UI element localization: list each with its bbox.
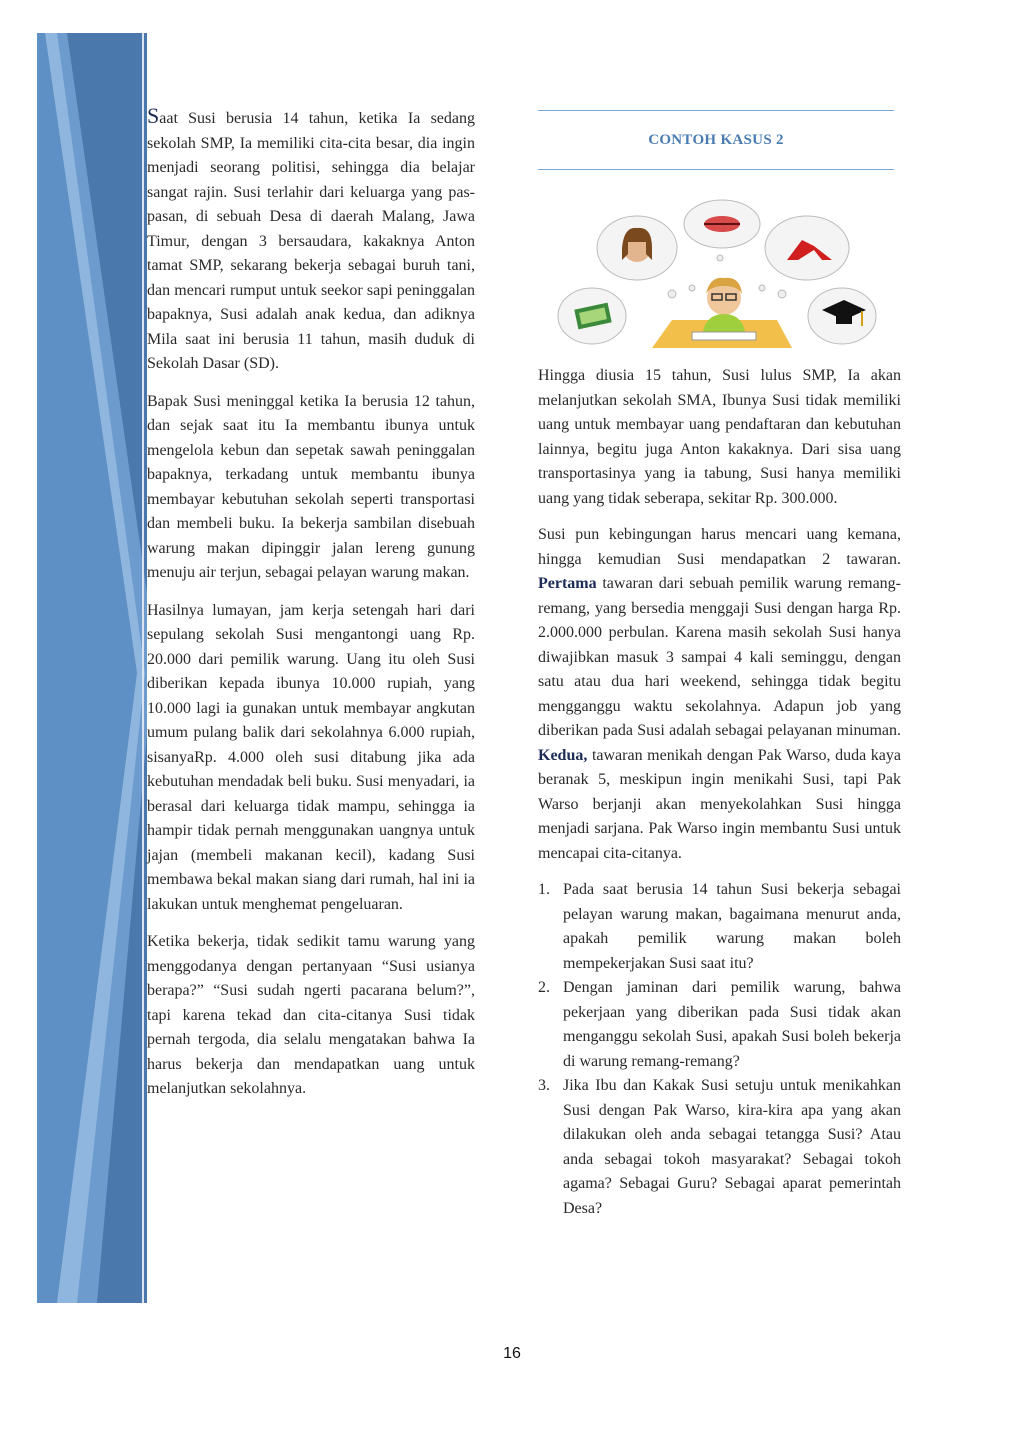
right-column [538, 110, 901, 1217]
case-text [538, 364, 901, 1221]
case-paragraph-2-part-a: Susi pun kebingungan harus mencari uang kemana, hingga kemudian Susi mendapatkan 2 tawaran. [538, 526, 901, 568]
question-item [538, 878, 901, 976]
question-text: Pada saat berusia 14 tahun Susi bekerja sebagai pelayan warung makan, bagaimana menurut anda, apakah pemilik warung makan boleh mempekerjakan Susi saat itu? [563, 881, 901, 972]
emphasis-pertama: Pertama [538, 575, 597, 592]
decorative-side-band [37, 33, 147, 1303]
story-paragraph-1 [147, 104, 475, 377]
question-number: 1. [538, 881, 550, 898]
question-list [538, 878, 901, 1221]
story-paragraph-4: Ketika bekerja, tidak sedikit tamu warung yang menggodanya dengan pertanyaan “Susi usianya berapa?” “Susi sudah ngerti pacarana belum?”, tapi karena tekad dan cita-citanya Susi tidak pernah tergoda, dia selalu mengatakan bahwa Ia harus bekerja dan mendapatkan uang untuk melanjutkan sekolahnya. [147, 933, 475, 1097]
emphasis-kedua: Kedua, [538, 746, 588, 764]
case-paragraph-1: Hingga diusia 15 tahun, Susi lulus SMP, Ia akan melanjutkan sekolah SMA, Ibunya Susi tidak memiliki uang untuk membayar uang pendaftaran dan kebutuhan lainnya, begitu juga Anton kakaknya. Dari sisa uang transportasinya yang ia tabung, Susi hanya memiliki uang yang tidak seberapa, sekitar Rp. 300.000. [538, 367, 901, 507]
question-number: 3. [538, 1077, 550, 1094]
story-paragraph-1-text: aat Susi berusia 14 tahun, ketika Ia sedang sekolah SMP, Ia memiliki cita-cita besar, dia ingin menjadi seorang politisi, sehingga dia belajar sangat rajin. Susi terlahir dari keluarga yang pas-pasan, di sebuah Desa di daerah Malang, Jawa Timur, dengan 3 bersaudara, kakaknya Anton tamat SMP, sekarang bekerja sebagai buruh tani, dan mencari rumput untuk seekor sapi peninggalan bapaknya, Susi adalah anak kedua, dan adiknya Mila saat ini berusia 11 tahun, masih duduk di Sekolah Dasar (SD). [147, 110, 475, 372]
drop-letter: S [147, 103, 160, 128]
question-item [538, 976, 901, 1074]
case-paragraph-2 [538, 523, 901, 866]
page-number: 16 [503, 1345, 521, 1362]
question-number: 2. [538, 979, 550, 996]
story-paragraph-3: Hasilnya lumayan, jam kerja setengah hari dari sepulang sekolah Susi mengantongi uang Rp. 20.000 dari pemilik warung. Uang itu oleh Susi diberikan kepada ibunya 10.000 rupiah, yang 10.000 lagi ia gunakan untuk membayar angkutan umum pulang balik dari sekolahnya 6.000 rupiah, sisanyaRp. 4.000 oleh susi ditabung jika ada kebutuhan mendadak beli buku. Susi menyadari, ia berasal dari keluarga tidak mampu, sehingga ia hampir tidak pernah menggunakan uangnya untuk jajan (membeli makanan kecil), kadang Susi membawa bekal makan siang dari rumah, hal ini ia lakukan untuk menghemat pengeluaran. [147, 601, 475, 913]
left-column [147, 104, 475, 1115]
confused-student-illustration [552, 198, 882, 358]
question-text: Dengan jaminan dari pemilik warung, bahwa pekerjaan yang diberikan pada Susi tidak akan menganggu sekolah Susi, apakah Susi boleh bekerja di warung remang-remang? [563, 979, 901, 1070]
case-heading: CONTOH KASUS 2 [648, 131, 784, 148]
case-paragraph-2-part-d: tawaran menikah dengan Pak Warso, duda kaya beranak 5, meskipun ingin menikahi Susi, tapi Pak Warso berjanji akan menyekolahkan Susi hingga menjadi sarjana. Pak Warso ingin membantu Susi untuk mencapai cita-citanya. [538, 746, 901, 862]
story-paragraph-2: Bapak Susi meninggal ketika Ia berusia 12 tahun, dan sejak saat itu Ia membantu ibunya untuk mengelola kebun dan sepetak sawah peninggalan bapaknya, terkadang untuk membantu ibunya membayar kebutuhan sekolah seperti transportasi dan membeli buku. Ia bekerja sambilan disebuah warung makan dipinggir jalan lereng gunung menuju air terjun, sebagai pelayan warung makan. [147, 392, 475, 581]
case-paragraph-2-part-c: tawaran dari sebuah pemilik warung remang-remang, yang bersedia menggaji Susi dengan harga Rp. 2.000.000 perbulan. Karena masih sekolah Susi hanya diwajibkan masuk 3 sampai 4 kali seminggu, dengan satu atau dua hari weekend, sehingga tidak begitu mengganggu waktu sekolahnya. Adapun job yang diberikan pada Susi adalah sebagai pelayanan minuman. [538, 575, 901, 739]
case-heading-box [538, 110, 894, 170]
question-text: Jika Ibu dan Kakak Susi setuju untuk menikahkan Susi dengan Pak Warso, kira-kira apa yang akan dilakukan oleh anda sebagai tetangga Susi? Atau anda sebagai tokoh masyarakat? Sebagai tokoh agama? Sebagai Guru? Sebagai aparat pemerintah Desa? [563, 1077, 901, 1217]
question-item [538, 1074, 901, 1221]
